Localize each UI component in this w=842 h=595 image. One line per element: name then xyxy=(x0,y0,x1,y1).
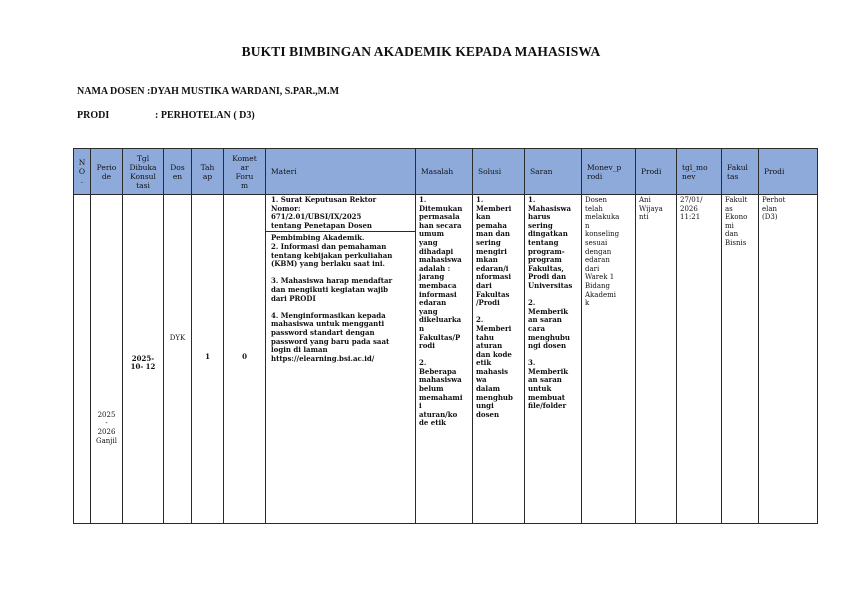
cell-komentar-text: 0 xyxy=(242,352,247,361)
dosen-label: NAMA DOSEN : xyxy=(77,86,151,97)
cell-fakultas: Fakult as Ekono mi dan Bisnis xyxy=(722,195,759,524)
header-tahap: Tah ap xyxy=(192,149,224,195)
document-title: BUKTI BIMBINGAN AKADEMIK KEPADA MAHASISWA xyxy=(241,44,601,59)
prodi-line xyxy=(77,110,255,121)
cell-dosen xyxy=(164,195,192,524)
prodi-value: : PERHOTELAN ( D3) xyxy=(155,110,255,121)
header-masalah: Masalah xyxy=(416,149,473,195)
dosen-value: DYAH MUSTIKA WARDANI, S.PAR.,M.M xyxy=(150,86,340,97)
header-no: N O . xyxy=(74,149,91,195)
header-monev-prodi: Monev_p rodi xyxy=(582,149,636,195)
cell-tahap xyxy=(192,195,224,524)
materi-bottom-text: Pembimbing Akademik. 2. Informasi dan pemahaman tentang kebijakan perkuliahan (KBM) yang berlaku saat ini. 3. Mahasiswa harap mendaftar dan mengikuti kegiatan wajib dari PRODI 4. Menginformasikan kepada mahasiswa untuk mengganti password standart dengan password yang baru pada saat login di laman https://elearning.bsi.ac.id/ xyxy=(271,233,393,363)
cell-prodi-2: Perhot elan (D3) xyxy=(759,195,818,524)
bimbingan-table xyxy=(73,148,818,524)
table-header-row xyxy=(74,149,818,195)
table-row xyxy=(74,195,818,524)
cell-saran: 1. Mahasiswa harus sering dingatkan tentang program- program Fakultas, Prodi dan Universitas 2. Memberik an saran cara menghubu ngi dosen 3. Memberik an saran untuk membuat file/folder xyxy=(525,195,582,524)
cell-tahap-text: 1 xyxy=(205,352,210,361)
header-prodi: Prodi xyxy=(636,149,677,195)
materi-top-text: 1. Surat Keputusan Rektor Nomor: 671/2.01/UBSI/IX/2025 tentang Penetapan Dosen xyxy=(266,196,415,232)
cell-periode xyxy=(91,195,123,524)
cell-tgl-text: 2025- 10- 12 xyxy=(130,353,156,372)
header-dosen: Dos en xyxy=(164,149,192,195)
header-saran: Saran xyxy=(525,149,582,195)
header-komentar: Komet ar Foru m xyxy=(224,149,266,195)
cell-tgl-monev: 27/01/ 2026 11:21 xyxy=(677,195,722,524)
cell-periode-text: 2025 - 2026 Ganjil xyxy=(96,410,117,445)
cell-materi xyxy=(266,195,416,524)
cell-prodi: Ani Wijaya nti xyxy=(636,195,677,524)
header-prodi-2: Prodi xyxy=(759,149,818,195)
cell-tgl-dibuka xyxy=(123,195,164,524)
prodi-label: PRODI xyxy=(77,110,110,121)
cell-dosen-text: DYK xyxy=(169,334,186,342)
cell-solusi: 1. Memberi kan pemaha man dan sering mengiri mkan edaran/i nformasi dari Fakultas /Prodi 2. Memberi tahu aturan dan kode etik mahasis wa dalam menghub ungi dosen xyxy=(473,195,525,524)
header-tgl-monev: tgl_mo nev xyxy=(677,149,722,195)
cell-komentar xyxy=(224,195,266,524)
cell-masalah: 1. Ditemukan permasala han secara umum yang dihadapi mahasiswa adalah : jarang membaca informasi edaran yang dikeluarka n Fakultas/P rodi 2. Beberapa mahasiswa belum memahami i aturan/ko de etik xyxy=(416,195,473,524)
cell-monev-prodi: Dosen telah melakuka n konseling sesuai dengan edaran dari Warek 1 Bidang Akademi k xyxy=(582,195,636,524)
header-fakultas: Fakul tas xyxy=(722,149,759,195)
header-materi: Materi xyxy=(266,149,416,195)
header-tgl-dibuka: Tgl Dibuka Konsul tasi xyxy=(123,149,164,195)
dosen-line xyxy=(77,86,339,97)
header-periode: Perio de xyxy=(91,149,123,195)
header-solusi: Solusi xyxy=(473,149,525,195)
cell-no xyxy=(74,195,91,524)
